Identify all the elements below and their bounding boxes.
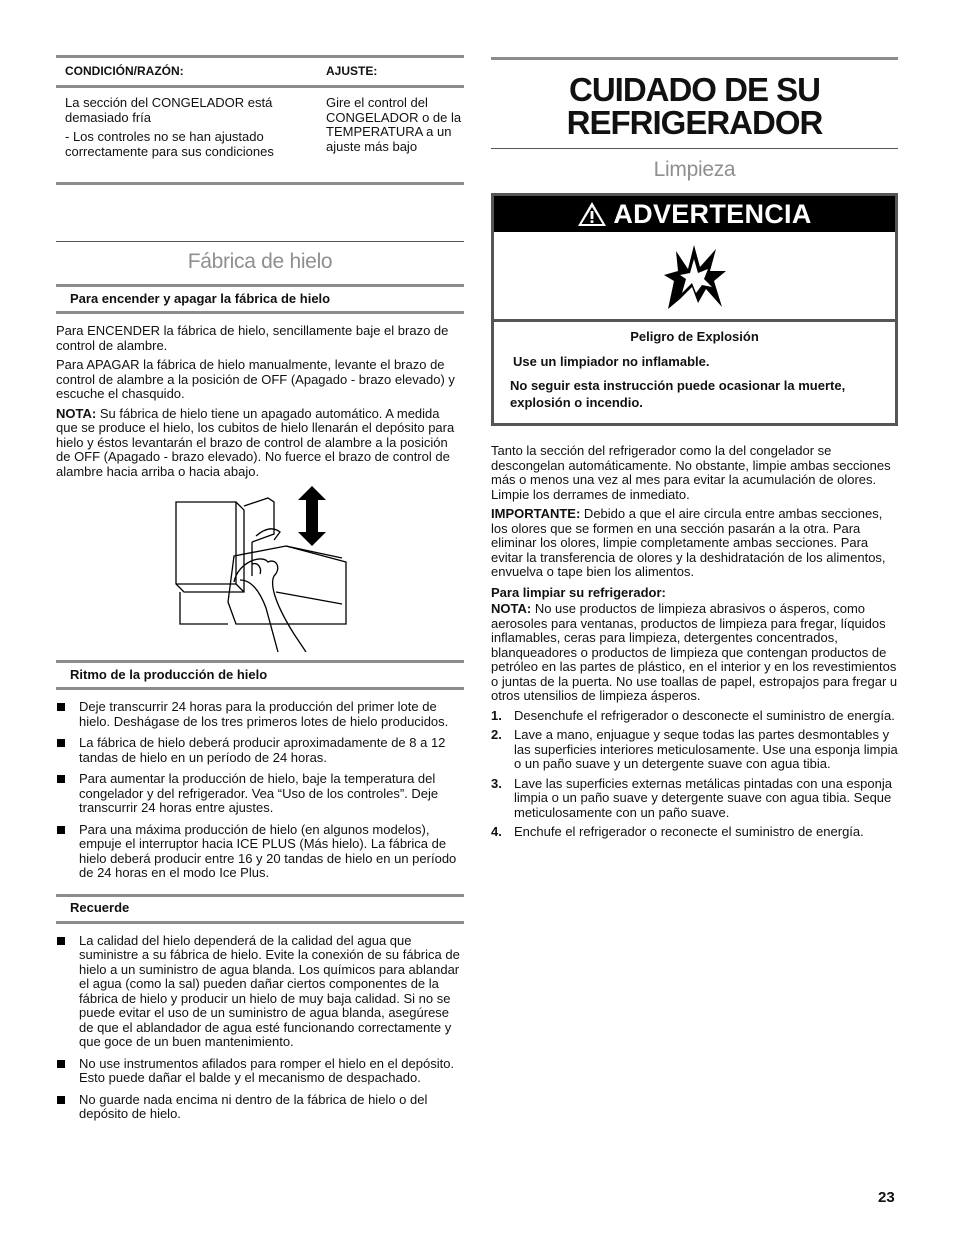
bullet-icon [57,775,65,783]
list-item: No guarde nada encima ni dentro de la fábrica de hielo o del depósito de hielo. [56,1093,464,1122]
note-label: NOTA: [56,405,97,421]
list-item: Deje transcurrir 24 horas para la producción del primer lote de hielo. Deshágase de los tres primeros lotes de hielo producidos. [56,700,464,729]
bullet-icon [57,703,65,711]
ice-maker-illustration [56,484,464,652]
cleaning-title: Limpieza [653,158,736,181]
ice-maker-title: Fábrica de hielo [187,250,333,273]
cleaning-steps [491,709,898,840]
warning-body [494,322,895,423]
page-number: 23 [878,1189,895,1206]
explosion-icon [494,232,895,322]
bullet-icon [57,1060,65,1068]
ice-on-text: Para ENCENDER la fábrica de hielo, sencillamente baje el brazo de control de alambre. [56,323,449,353]
table-cell-adjust: Gire el control del CONGELADOR o de la TEMPERATURA a un ajuste más bajo [326,95,462,154]
warning-header [494,196,895,232]
warning-line: No seguir esta instrucción puede ocasionar la muerte, explosión o incendio. [510,378,846,410]
remember-list [56,934,464,1122]
condition-text: - Los controles no se han ajustado correctamente para sus condiciones [65,129,274,159]
cleaning-intro: Tanto la sección del refrigerador como la del congelador se descongelan automáticamente. No obstante, limpie ambas secciones más o menos una vez al mes para evitar la acumulación de olores. Limpie los derrames de inmediato. [491,443,891,502]
list-item: Para una máxima producción de hielo (en algunos modelos), empuje el interruptor hacia ICE PLUS (Más hielo). La fábrica de hielo deberá producir entre 16 y 20 tandas de hielo en un período de 24 horas en el modo Ice Plus. [56,823,464,881]
table-header [56,58,464,88]
remember-heading: Recuerde [56,894,464,924]
list-item: 3. Lave las superficies externas metálicas pintadas con una esponja limpia o un paño suave y detergente suave con agua tibia. Seque meticulosamente con un paño suave. [491,775,892,820]
list-item: No use instrumentos afilados para romper el hielo en el depósito. Esto puede dañar el balde y el mecanismo de despachado. [56,1057,464,1086]
table-row [56,88,464,182]
list-item: 2. Lave a mano, enjuague y seque todas las partes desmontables y las superficies interiores meticulosamente. Use una esponja limpia o un paño suave y un detergente suave con agua tibia. [491,727,898,771]
bullet-icon [57,739,65,747]
table-header-adjust: AJUSTE: [326,64,378,79]
warning-triangle-icon [577,201,607,227]
onoff-heading: Para encender y apagar la fábrica de hielo [56,284,464,314]
warning-box [491,193,898,426]
list-item: 4. Enchufe el refrigerador o reconecte el suministro de energía. [491,824,864,839]
warning-line: Use un limpiador no inflamable. [513,353,710,369]
list-item: 1. Desenchufe el refrigerador o desconecte el suministro de energía. [491,707,895,723]
troubleshoot-table [56,55,464,185]
ice-off-text: Para APAGAR la fábrica de hielo manualmente, levante el brazo de control de alambre a la posición de OFF (Apagado - brazo elevado) y escuche el chasquido. [56,357,455,401]
bullet-icon [57,937,65,945]
clean-note: NOTA: No use productos de limpieza abrasivos o ásperos, como aerosoles para ventanas, productos de limpieza para fregar, líquidos inflamables, ceras para limpieza, detergentes concentrados, blanqueadores o productos de limpieza que contengan productos de petróleo en las partes de plástico, en el interior y en los revestimientos o juntas de la puerta. No use toallas de papel, estropajos para fregar u otros utensilios de limpieza ásperos. [491,601,898,703]
list-item: La calidad del hielo dependerá de la calidad del agua que suministre a su fábrica de hielo. Evite la conexión de su fábrica de hielo a un suministro de agua blanda. Los químicos para ablandar el agua (como la sal) pueden dañar ciertos componentes de la fábrica de hielo y producir un hielo de muy baja calidad. Si no se puede evitar el uso de un suministro de agua blanda, asegúrese de que el ablandador de agua esté funcionando correctamente y que goce de un buen mantenimiento. [56,934,464,1050]
right-column [491,57,898,845]
list-item: La fábrica de hielo deberá producir aproximadamente de 8 a 12 tandas de hielo en un período de 24 horas. [56,736,464,765]
note-text: Su fábrica de hielo tiene un apagado automático. A medida que se produce el hielo, los cubitos de hielo llenarán el depósito para hielo y éstos levantarán el brazo de control de alambre a la posición de OFF (Apagado - brazo elevado). No fuerce el brazo de control de alambre hacia arriba o hacia abajo. [56,405,455,479]
rate-heading: Ritmo de la producción de hielo [56,660,464,690]
rate-list [56,700,464,881]
important-paragraph: IMPORTANTE: Debido a que el aire circula entre ambas secciones, los olores que se formen en una sección pasarán a la otra. Para eliminar los olores, limpie completamente ambas secciones. Para evitar la transferencia de olores y la deshidratación de los alimentos, envuelva o tape bien los alimentos. [491,506,886,579]
bullet-icon [57,826,65,834]
list-item: Para aumentar la producción de hielo, baje la temperatura del congelador y del refrigerador. Vea “Uso de los controles”. Deje transcurrir 24 horas entre ajustes. [56,772,464,816]
warning-hazard: Peligro de Explosión [630,329,759,344]
ice-note [56,407,464,480]
clean-heading: Para limpiar su refrigerador: [491,584,666,600]
condition-text: La sección del CONGELADOR está demasiado fría [65,95,273,125]
bullet-icon [57,1096,65,1104]
page-title: CUIDADO DE SU REFRIGERADOR [566,71,823,141]
table-header-condition: CONDICIÓN/RAZÓN: [65,64,184,79]
warning-label: ADVERTENCIA [613,198,812,229]
table-cell-condition [56,96,316,164]
left-column [56,55,464,1129]
